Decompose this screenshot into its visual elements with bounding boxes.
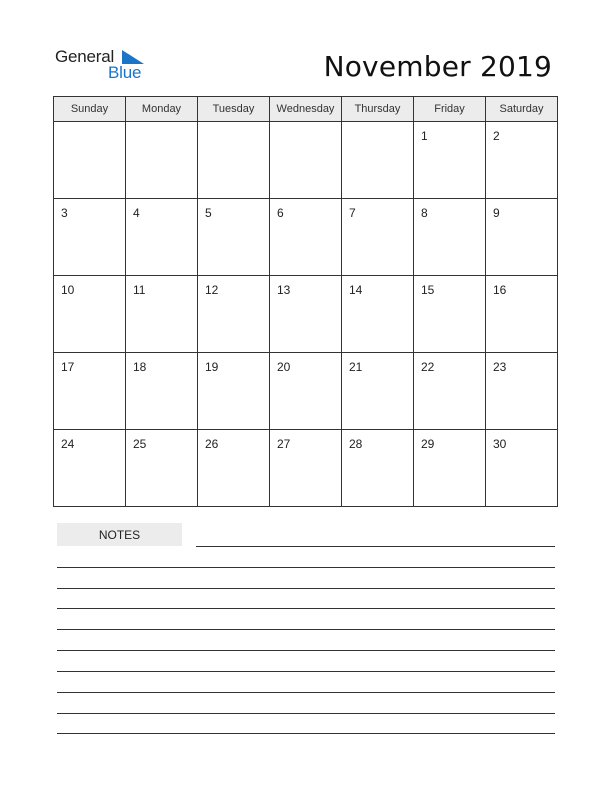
note-line: [57, 608, 555, 609]
day-number: 10: [61, 283, 75, 297]
day-number: 9: [493, 206, 500, 220]
week-row: [54, 353, 558, 430]
note-line: [196, 546, 555, 547]
day-number: 27: [277, 437, 291, 451]
day-cell: [198, 353, 270, 430]
note-line: [57, 692, 555, 693]
day-cell: [270, 353, 342, 430]
day-number: 14: [349, 283, 363, 297]
day-cell: [342, 276, 414, 353]
day-number: 25: [133, 437, 147, 451]
day-number: 19: [205, 360, 219, 374]
day-number: 13: [277, 283, 291, 297]
day-number: 4: [133, 206, 140, 220]
page-title: November 2019: [323, 50, 552, 83]
day-cell: [414, 430, 486, 507]
note-line: [57, 629, 555, 630]
logo-word-blue: Blue: [108, 63, 142, 82]
day-cell: [198, 430, 270, 507]
day-number: 18: [133, 360, 147, 374]
day-cell: [126, 199, 198, 276]
day-number: 26: [205, 437, 219, 451]
day-number: 20: [277, 360, 291, 374]
note-line: [57, 567, 555, 568]
week-row: [54, 430, 558, 507]
day-cell: [414, 199, 486, 276]
day-cell: [486, 122, 558, 199]
day-number: 1: [421, 129, 428, 143]
calendar-grid: [53, 96, 558, 507]
day-number: 22: [421, 360, 435, 374]
day-number: 15: [421, 283, 435, 297]
week-row: [54, 276, 558, 353]
week-row: [54, 199, 558, 276]
week-row: [54, 122, 558, 199]
day-cell: [486, 199, 558, 276]
day-number: 28: [349, 437, 363, 451]
weekday-header: Sunday: [54, 97, 126, 122]
day-cell: [54, 276, 126, 353]
weekday-header: Monday: [126, 97, 198, 122]
day-cell: [486, 430, 558, 507]
day-cell: [342, 353, 414, 430]
day-number: 23: [493, 360, 507, 374]
day-number: 29: [421, 437, 435, 451]
weekday-header: Wednesday: [270, 97, 342, 122]
day-number: 11: [133, 283, 146, 297]
day-cell: [198, 122, 270, 199]
weekday-header: Thursday: [342, 97, 414, 122]
note-line: [57, 733, 555, 734]
day-cell: [126, 122, 198, 199]
day-cell: [342, 199, 414, 276]
note-line: [57, 588, 555, 589]
day-number: 2: [493, 129, 500, 143]
day-number: 21: [349, 360, 363, 374]
day-cell: [342, 122, 414, 199]
day-number: 5: [205, 206, 212, 220]
weekday-header: Friday: [414, 97, 486, 122]
day-cell: [342, 430, 414, 507]
day-number: 24: [61, 437, 75, 451]
day-cell: [414, 122, 486, 199]
day-cell: [270, 430, 342, 507]
day-cell: [54, 199, 126, 276]
day-number: 12: [205, 283, 219, 297]
day-cell: [270, 199, 342, 276]
day-number: 30: [493, 437, 507, 451]
day-cell: [126, 430, 198, 507]
logo-word-general: General: [55, 47, 115, 66]
day-number: 6: [277, 206, 284, 220]
day-number: 8: [421, 206, 428, 220]
notes-label: NOTES: [57, 523, 182, 546]
day-cell: [198, 276, 270, 353]
day-number: 16: [493, 283, 507, 297]
day-cell: [54, 122, 126, 199]
day-cell: [126, 276, 198, 353]
day-cell: [414, 276, 486, 353]
day-number: 7: [349, 206, 356, 220]
day-number: 17: [61, 360, 75, 374]
day-number: 3: [61, 206, 68, 220]
weekday-header: Tuesday: [198, 97, 270, 122]
day-cell: [270, 276, 342, 353]
day-cell: [486, 353, 558, 430]
note-line: [57, 650, 555, 651]
note-line: [57, 671, 555, 672]
weekday-header: Saturday: [486, 97, 558, 122]
brand-logo: [55, 47, 155, 83]
note-line: [57, 713, 555, 714]
day-cell: [126, 353, 198, 430]
day-cell: [54, 430, 126, 507]
day-cell: [54, 353, 126, 430]
day-cell: [198, 199, 270, 276]
logo-triangle-icon: [122, 50, 144, 64]
day-cell: [486, 276, 558, 353]
day-cell: [414, 353, 486, 430]
day-cell: [270, 122, 342, 199]
weekday-header-row: [54, 97, 558, 122]
